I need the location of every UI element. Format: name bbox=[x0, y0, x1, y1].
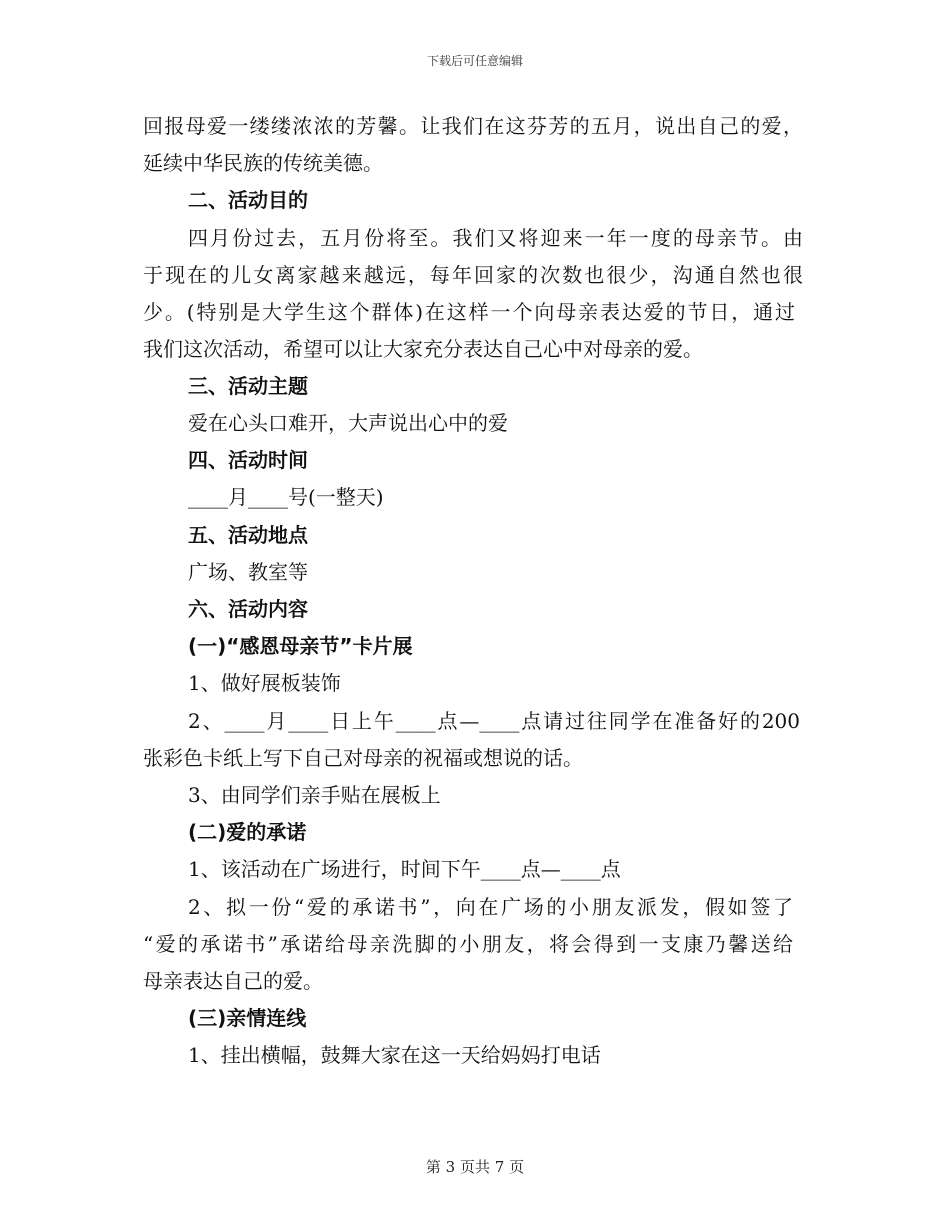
paragraph-line: 广场、教室等 bbox=[188, 560, 308, 584]
paragraph-line: 于现在的儿女离家越来越远，每年回家的次数也很少，沟通自然也很 bbox=[143, 263, 803, 287]
page-header: 下载后可任意编辑 bbox=[426, 54, 523, 68]
list-item: 1、挂出横幅，鼓舞大家在这一天给妈妈打电话 bbox=[188, 1043, 601, 1067]
paragraph-line: 延续中华民族的传统美德。 bbox=[143, 151, 383, 175]
list-item: 1、做好展板装饰 bbox=[188, 671, 341, 695]
subsection-heading: (二)爱的承诺 bbox=[188, 820, 307, 844]
section-heading: 二、活动目的 bbox=[188, 188, 308, 212]
list-item: 1、该活动在广场进行，时间下午____点—____点 bbox=[188, 857, 621, 881]
page-number: 第 3 页共 7 页 bbox=[425, 1158, 525, 1176]
paragraph-line: 四月份过去，五月份将至。我们又将迎来一年一度的母亲节。由 bbox=[188, 226, 803, 250]
subsection-heading: (三)亲情连线 bbox=[188, 1006, 307, 1030]
paragraph-line: ____月____号(一整天) bbox=[188, 485, 384, 509]
paragraph-line: 我们这次活动，希望可以让大家充分表达自己心中对母亲的爱。 bbox=[143, 337, 703, 361]
subsection-heading: (一)“感恩母亲节”卡片展 bbox=[188, 634, 413, 658]
paragraph-line: 母亲表达自己的爱。 bbox=[143, 969, 323, 993]
paragraph-line: 少。(特别是大学生这个群体)在这样一个向母亲表达爱的节日，通过 bbox=[143, 300, 795, 324]
section-heading: 四、活动时间 bbox=[188, 448, 308, 472]
section-heading: 三、活动主题 bbox=[188, 374, 308, 398]
list-item: 2、拟一份“爱的承诺书”，向在广场的小朋友派发，假如签了 bbox=[188, 895, 793, 919]
section-heading: 六、活动内容 bbox=[188, 597, 308, 621]
section-heading: 五、活动地点 bbox=[188, 523, 308, 547]
paragraph-line: 爱在心头口难开，大声说出心中的爱 bbox=[188, 411, 508, 435]
list-item: 2、____月____日上午____点—____点请过往同学在准备好的200 bbox=[188, 709, 800, 733]
paragraph-line: 回报母爱一缕缕浓浓的芳馨。让我们在这芬芳的五月，说出自己的爱， bbox=[143, 114, 803, 138]
list-item: 3、由同学们亲手贴在展板上 bbox=[188, 783, 441, 807]
paragraph-line: “爱的承诺书”承诺给母亲洗脚的小朋友，将会得到一支康乃馨送给 bbox=[143, 932, 793, 956]
paragraph-line: 张彩色卡纸上写下自己对母亲的祝福或想说的话。 bbox=[143, 746, 583, 770]
